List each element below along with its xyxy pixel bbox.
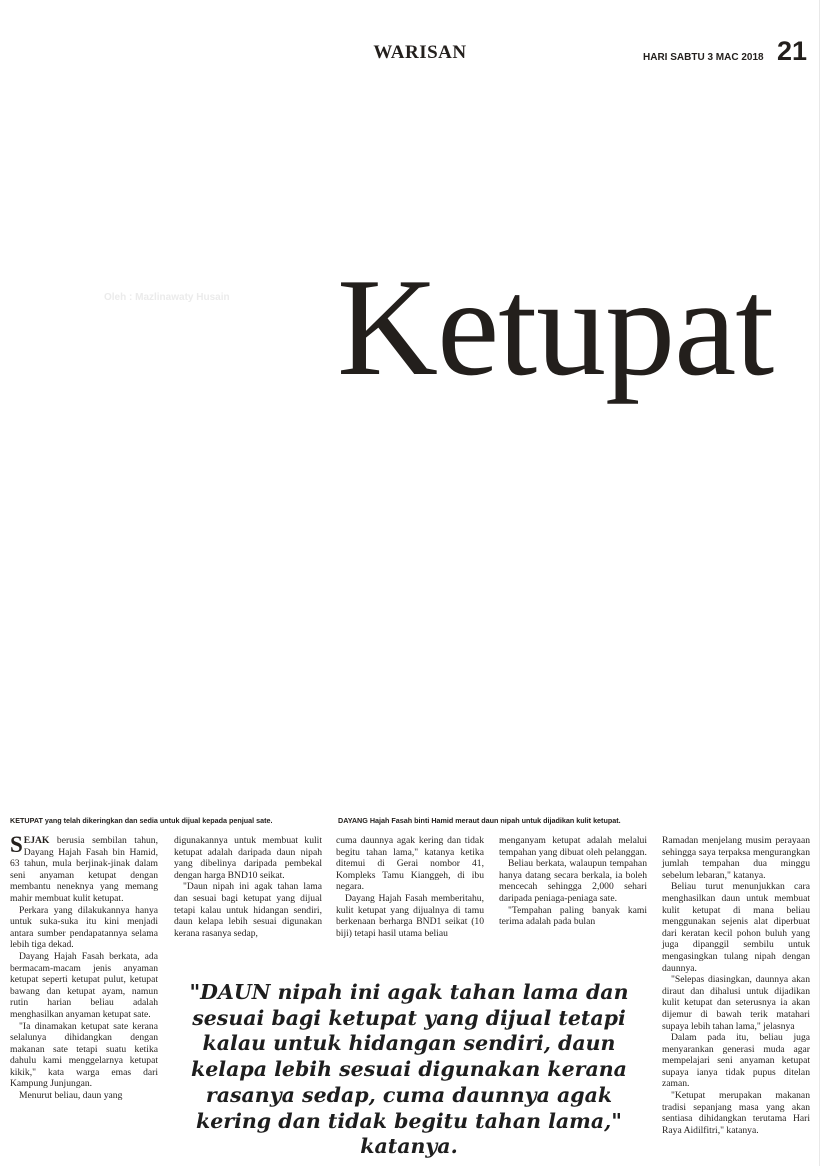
article-column-3 <box>336 835 484 939</box>
article-paragraph: "Ketupat merupakan makanan tradisi sepanjang masa yang akan sentiasa dihidangkan terutama Hari Raya Aidilfitri," katanya. <box>662 1090 810 1136</box>
pull-quote: "DAUN nipah ini agak tahan lama dan sesuai bagi ketupat yang dijual tetapi kalau untuk hidangan sendiri, daun kelapa lebih sesuai digunakan kerana rasanya sedap, cuma daunnya agak kering dan tidak begitu tahan lama," katanya. <box>170 978 648 1160</box>
article-column-4 <box>499 835 647 928</box>
article-paragraph: Dayang Hajah Fasah berkata, ada bermacam-macam jenis anyaman ketupat seperti ketupat pulut, ketupat bawang dan ketupat ayam, namun rutin harian beliau adalah menghasilkan anyaman ketupat sate. <box>10 950 158 1020</box>
section-title: WARISAN <box>373 42 467 63</box>
photo-caption-right: DAYANG Hajah Fasah binti Hamid meraut daun nipah untuk dijadikan kulit ketupat. <box>338 816 621 825</box>
article-paragraph: Dayang Hajah Fasah memberitahu, kulit ketupat yang dijualnya di tamu berkenaan berharga BND1 seikat (10 biji) tetapi hasil utama beliau <box>336 892 484 939</box>
article-paragraph: Beliau berkata, walaupun tempahan hanya datang secara berkala, ia boleh mencecah sehingga 2,000 sehari daripada peniaga-peniaga sate. <box>499 858 647 904</box>
article-paragraph: "Ia dinamakan ketupat sate kerana selalunya dihidangkan dengan makanan sate tetapi suatu ketika dahulu kami menggelarnya ketupat kikik," kata warga emas dari Kampung Junjungan. <box>10 1020 158 1090</box>
article-paragraph: "Selepas diasingkan, daunnya akan diraut dan dihalusi untuk dijadikan kulit ketupat dan seterusnya ia akan dijemur di bawah terik matahari supaya lebih tahan lama," jelasnya <box>662 974 810 1032</box>
article-paragraph <box>10 832 158 905</box>
lead-word: EJAK <box>23 835 50 846</box>
page-number: 21 <box>777 36 808 66</box>
article-paragraph: Beliau turut menunjukkan cara menghasilkan daun untuk membuat kulit ketupat di mana beliau menggunakan sejenis alat diperbuat dari keratan kecil pohon buluh yang juga dipanggil sembilu untuk mengasingkan tulang nipah dengan daunnya. <box>662 881 810 974</box>
article-paragraph: menganyam ketupat adalah melalui tempahan yang dibuat oleh pelanggan. <box>499 835 647 858</box>
article-paragraph: "Tempahan paling banyak kami terima adalah pada bulan <box>499 904 647 928</box>
article-paragraph: cuma daunnya agak kering dan tidak begitu tahan lama," katanya ketika ditemui di Gerai nombor 41, Kompleks Tamu Kianggeh, di ibu negara. <box>336 835 484 893</box>
article-paragraph: "Daun nipah ini agak tahan lama dan sesuai bagi ketupat yang dijual tetapi kalau untuk hidangan sendiri, daun kelapa lebih sesuai digunakan kerana rasanya sedap, <box>174 881 322 939</box>
article-paragraph: Menurut beliau, daun yang <box>19 1090 123 1102</box>
article-column-5 <box>662 835 810 1136</box>
headline: Ketupat <box>337 250 774 405</box>
article-paragraph: Dalam pada itu, beliau juga menyarankan generasi muda agar mempelajari seni anyaman ketupat supaya ianya tidak pupus ditelan zaman. <box>662 1032 810 1090</box>
article-paragraph: Ramadan menjelang musim perayaan sehingga saya terpaksa mengurangkan jumlah tempahan dua minggu sebelum lebaran," katanya. <box>662 835 810 881</box>
article-column-2 <box>174 835 322 939</box>
photo-caption-left: KETUPAT yang telah dikeringkan dan sedia untuk dijual kepada penjual sate. <box>10 816 273 825</box>
article-paragraph: Perkara yang dilakukannya hanya untuk suka-suka itu kini menjadi antara sumber pendapatannya selama lebih tiga dekad. <box>10 904 158 951</box>
article-column-1 <box>10 832 158 1102</box>
drop-cap: S <box>10 832 23 857</box>
byline: Oleh : Mazlinawaty Husain <box>104 292 230 303</box>
dateline: HARI SABTU 3 MAC 2018 <box>643 52 764 63</box>
paragraph-text: berusia sembilan tahun, Dayang Hajah Fasah bin Hamid, 63 tahun, mula berjinak-jinak dalam seni anyaman ketupat dengan membantu neneknya yang memang mahir membuat kulit ketupat. <box>10 835 158 904</box>
article-paragraph: digunakannya untuk membuat kulit ketupat adalah daripada daun nipah yang dibelinya daripada pembekal dengan harga BND10 seikat. <box>174 835 322 881</box>
